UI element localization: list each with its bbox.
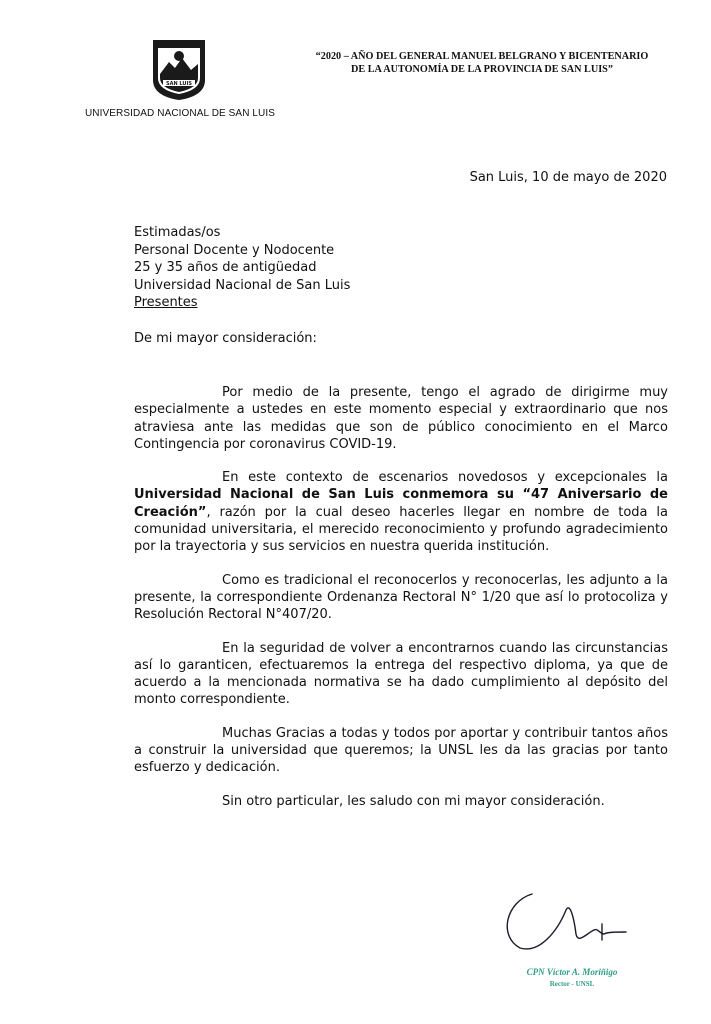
year-motto bbox=[294, 50, 670, 76]
salutation: De mi mayor consideración: bbox=[134, 331, 317, 346]
handwritten-signature bbox=[496, 884, 636, 954]
recipient-line: Estimadas/os bbox=[134, 225, 221, 240]
recipient-line: Universidad Nacional de San Luis bbox=[134, 277, 351, 293]
paragraph: Como es tradicional el reconocerlos y reconocerlas, les adjunto a la presente, la correspondiente Ordenanza Rectoral N° 1/20 que así lo protocoliza y Resolución Rectoral N°407/20. bbox=[134, 572, 668, 623]
paragraph-text: En este contexto de escenarios novedosos y excepcionales la bbox=[222, 470, 668, 486]
institution-name: UNIVERSIDAD NACIONAL DE SAN LUIS bbox=[84, 108, 276, 119]
signatory-name: CPN Víctor A. Moriñigo bbox=[526, 967, 618, 977]
closing-paragraph: Sin otro particular, les saludo con mi mayor consideración. bbox=[222, 793, 605, 809]
motto-line-1: “2020 – AÑO DEL GENERAL MANUEL BELGRANO Y BICENTENARIO bbox=[315, 51, 649, 62]
recipient-line: Presentes bbox=[134, 295, 198, 310]
paragraph: Muchas Gracias a todas y todos por aportar y contribuir tantos años a construir la universidad que queremos; la UNSL les da las gracias por tanto esfuerzo y dedicación. bbox=[134, 725, 668, 776]
anniversary-highlight: Universidad Nacional de San Luis conmemora su “47 Aniversario de Creación” bbox=[134, 487, 668, 520]
paragraph-text: , razón por la cual deseo hacerles llegar en nombre de toda la comunidad universitaria, el merecido reconocimiento y profundo agradecimiento por la trayectoria y sus servicios en nuestra querida institución. bbox=[134, 504, 668, 555]
svg-text:SAN LUIS: SAN LUIS bbox=[166, 81, 192, 88]
recipient-block bbox=[134, 224, 350, 312]
recipient-line: 25 y 35 años de antigüedad bbox=[134, 260, 317, 275]
letter-date: San Luis, 10 de mayo de 2020 bbox=[469, 170, 667, 185]
signatory-title: Rector - UNSL bbox=[549, 980, 595, 988]
recipient-line: Personal Docente y Nodocente bbox=[134, 242, 335, 258]
letter-body bbox=[134, 384, 668, 826]
motto-line-2: DE LA AUTONOMÍA DE LA PROVINCIA DE SAN LUIS” bbox=[351, 64, 613, 75]
paragraph: En la seguridad de volver a encontrarnos cuando las circunstancias así lo garanticen, efectuaremos la entrega del respectivo diploma, ya que de acuerdo a la mencionada normativa se ha dado cumplimiento al depósito del monto correspondiente. bbox=[134, 640, 668, 708]
university-logo bbox=[149, 36, 209, 102]
paragraph bbox=[134, 469, 668, 555]
paragraph: Por medio de la presente, tengo el agrado de dirigirme muy especialmente a ustedes en este momento especial y extraordinario que nos atraviesa ante las medidas que son de público conocimiento en el Marco Contingencia por coronavirus COVID-19. bbox=[134, 385, 668, 452]
